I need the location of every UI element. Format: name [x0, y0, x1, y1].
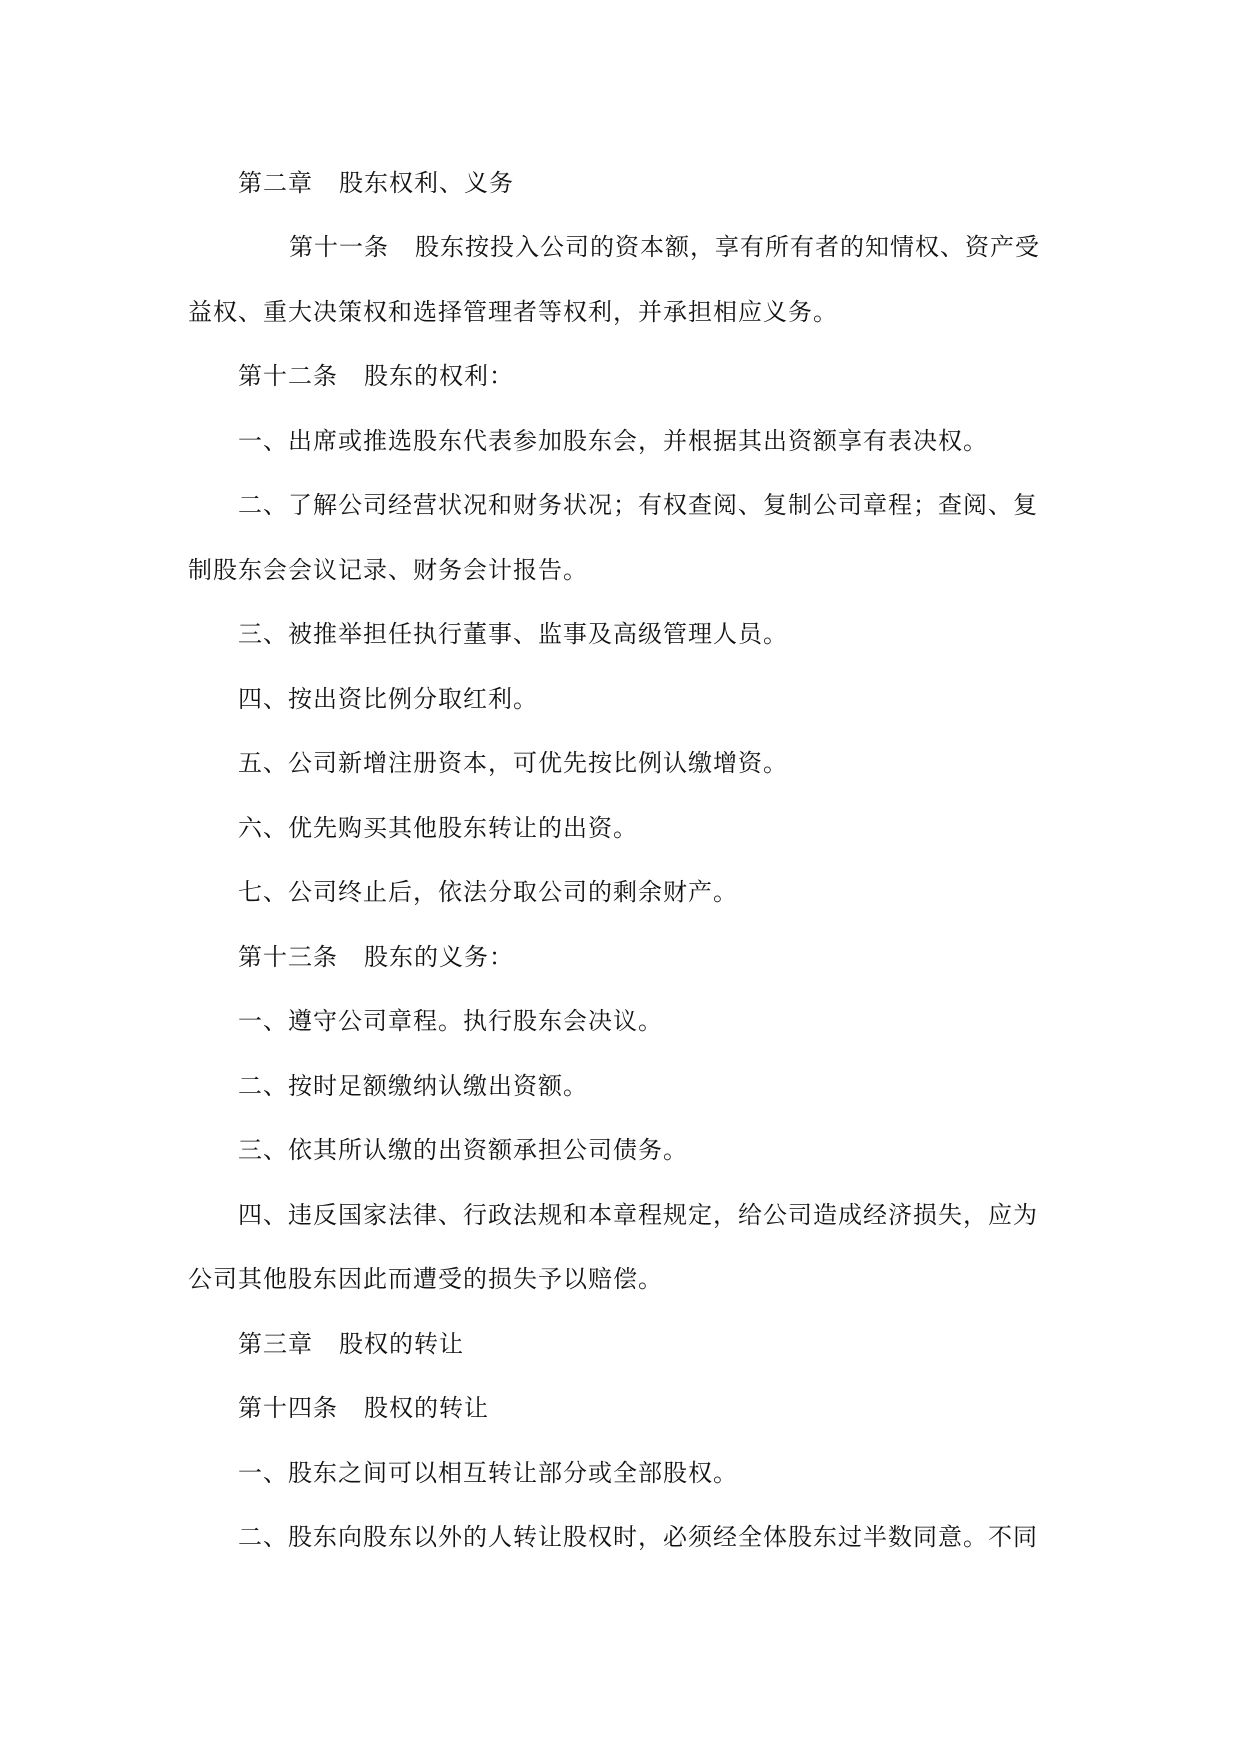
transfer-item-2: 二、股东向股东以外的人转让股权时，必须经全体股东过半数同意。不同	[238, 1523, 1038, 1551]
chapter-2-title: 股东权利、义务	[339, 169, 514, 197]
obligation-item-2: 二、按时足额缴纳认缴出资额。	[238, 1072, 588, 1100]
chapter-3-heading	[238, 1329, 464, 1359]
article-11-line-1	[289, 232, 1040, 262]
article-11-text-1: 股东按投入公司的资本额，享有所有者的知情权、资产受	[415, 233, 1040, 261]
right-item-4: 四、按出资比例分取红利。	[238, 685, 538, 713]
article-12-title: 股东的权利：	[364, 362, 514, 390]
transfer-item-1: 一、股东之间可以相互转让部分或全部股权。	[238, 1459, 738, 1487]
chapter-3-title: 股权的转让	[339, 1330, 464, 1358]
article-13-title: 股东的义务：	[364, 943, 514, 971]
obligation-item-4-continued: 公司其他股东因此而遭受的损失予以赔偿。	[188, 1265, 663, 1293]
chapter-2-number: 第二章	[238, 169, 313, 197]
chapter-2-heading	[238, 168, 514, 198]
right-item-2-continued: 制股东会会议记录、财务会计报告。	[188, 556, 588, 584]
article-14-number: 第十四条	[238, 1394, 338, 1422]
chapter-3-number: 第三章	[238, 1330, 313, 1358]
article-14-heading	[238, 1393, 489, 1423]
article-11-number: 第十一条	[289, 233, 389, 261]
obligation-item-1: 一、遵守公司章程。执行股东会决议。	[238, 1007, 663, 1035]
right-item-6: 六、优先购买其他股东转让的出资。	[238, 814, 638, 842]
article-13-heading	[238, 942, 514, 972]
article-14-title: 股权的转让	[364, 1394, 489, 1422]
article-12-heading	[238, 361, 514, 391]
right-item-5: 五、公司新增注册资本，可优先按比例认缴增资。	[238, 749, 788, 777]
article-13-number: 第十三条	[238, 943, 338, 971]
article-12-number: 第十二条	[238, 362, 338, 390]
right-item-7: 七、公司终止后，依法分取公司的剩余财产。	[238, 878, 738, 906]
obligation-item-3: 三、依其所认缴的出资额承担公司债务。	[238, 1136, 688, 1164]
right-item-2: 二、了解公司经营状况和财务状况；有权查阅、复制公司章程；查阅、复	[238, 491, 1038, 519]
article-11-line-2: 益权、重大决策权和选择管理者等权利，并承担相应义务。	[188, 298, 838, 326]
right-item-1: 一、出席或推选股东代表参加股东会，并根据其出资额享有表决权。	[238, 427, 988, 455]
right-item-3: 三、被推举担任执行董事、监事及高级管理人员。	[238, 620, 788, 648]
obligation-item-4: 四、违反国家法律、行政法规和本章程规定，给公司造成经济损失，应为	[238, 1201, 1038, 1229]
